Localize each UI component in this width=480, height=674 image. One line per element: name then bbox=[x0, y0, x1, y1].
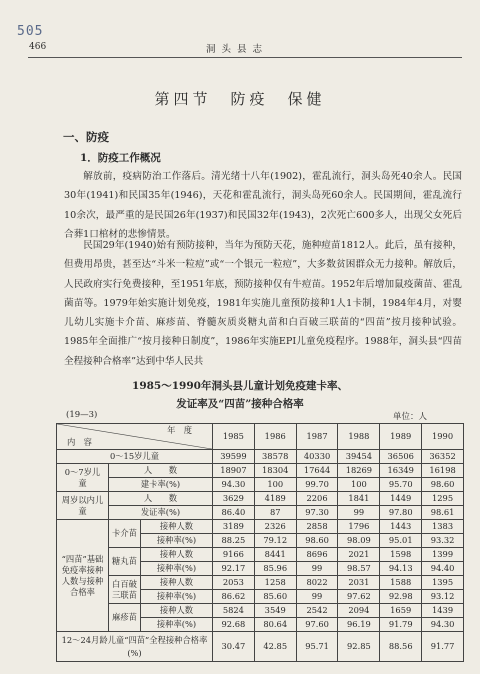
row-label: 接种人数 bbox=[141, 604, 213, 618]
table-cell: 100 bbox=[254, 478, 296, 492]
table-cell: 1383 bbox=[422, 520, 464, 534]
row-label: 0～15岁儿童 bbox=[57, 450, 213, 464]
row-label: 接种人数 bbox=[141, 520, 213, 534]
table-cell: 98.60 bbox=[296, 534, 338, 548]
row-label: 接种人数 bbox=[141, 548, 213, 562]
table-cell: 92.17 bbox=[213, 562, 255, 576]
table-title: 1985～1990年洞头县儿童计划免疫建卡率、 bbox=[132, 380, 348, 392]
row-label: 接种人数 bbox=[141, 576, 213, 590]
table-cell: 98.60 bbox=[422, 478, 464, 492]
header-year-label: 年 度 bbox=[167, 425, 192, 435]
table-cell: 30.47 bbox=[213, 632, 255, 662]
year-header: 1985 bbox=[213, 424, 255, 450]
table-cell: 1841 bbox=[338, 492, 380, 506]
table-cell: 98.61 bbox=[422, 506, 464, 520]
vaccination-table bbox=[56, 423, 464, 662]
table-cell: 85.60 bbox=[254, 590, 296, 604]
table-cell: 94.30 bbox=[213, 478, 255, 492]
table-header-row bbox=[57, 424, 464, 450]
table-cell: 42.85 bbox=[254, 632, 296, 662]
table-title: 发证率及“四苗”接种合格率 bbox=[176, 398, 304, 410]
table-cell: 1598 bbox=[380, 548, 422, 562]
table-cell: 96.19 bbox=[338, 618, 380, 632]
table-cell: 87 bbox=[254, 506, 296, 520]
table-cell: 2858 bbox=[296, 520, 338, 534]
table-cell: 3189 bbox=[213, 520, 255, 534]
section-title: 第四节 防疫 保健 bbox=[154, 90, 326, 108]
header-content-label: 内 容 bbox=[67, 437, 92, 447]
table-cell: 79.12 bbox=[254, 534, 296, 548]
heading-level2: 1．防疫工作概况 bbox=[80, 152, 161, 164]
table-row bbox=[57, 520, 464, 534]
heading-level1: 一、防疫 bbox=[63, 130, 109, 144]
row-label: 接种率(%) bbox=[141, 618, 213, 632]
row-label: 人 数 bbox=[109, 464, 213, 478]
year-header: 1987 bbox=[296, 424, 338, 450]
year-header: 1990 bbox=[422, 424, 464, 450]
row-label: 建卡率(%) bbox=[109, 478, 213, 492]
table-cell: 1443 bbox=[380, 520, 422, 534]
table-cell: 1399 bbox=[422, 548, 464, 562]
table-cell: 16198 bbox=[422, 464, 464, 478]
table-row bbox=[57, 492, 464, 506]
table-row bbox=[57, 464, 464, 478]
table-cell: 38578 bbox=[254, 450, 296, 464]
table-cell: 1395 bbox=[422, 576, 464, 590]
table-cell: 95.01 bbox=[380, 534, 422, 548]
running-head: 洞头县志 bbox=[206, 44, 269, 55]
table-cell: 16349 bbox=[380, 464, 422, 478]
table-cell: 98.09 bbox=[338, 534, 380, 548]
table-cell: 1659 bbox=[380, 604, 422, 618]
paragraph: 解放前，疫病防治工作落后。清光绪十八年(1902)，霍乱流行，洞头岛死40余人。民国30年(1941)和民国35年(1946)，天花和霍乱流行，洞头岛死60余人。民国期间，霍乱流行10余次，最严重的是民国26年(1937)和民国32年(1943)，2次死亡600多人，出现父女死后合葬1口棺材的悲惨情景。 bbox=[64, 171, 462, 240]
table-cell: 40330 bbox=[296, 450, 338, 464]
table-cell: 88.56 bbox=[380, 632, 422, 662]
year-header: 1988 bbox=[338, 424, 380, 450]
table-cell: 2094 bbox=[338, 604, 380, 618]
vaccine-name: 卡介苗 bbox=[109, 520, 141, 548]
table-cell: 1796 bbox=[338, 520, 380, 534]
four-vaccine-group-label: “四苗”基础免疫率接种人数与接种合格率 bbox=[57, 520, 109, 632]
table-cell: 1439 bbox=[422, 604, 464, 618]
table-cell: 94.40 bbox=[422, 562, 464, 576]
table-cell: 98.57 bbox=[338, 562, 380, 576]
table-cell: 39599 bbox=[213, 450, 255, 464]
table-cell: 86.62 bbox=[213, 590, 255, 604]
table-cell: 1449 bbox=[380, 492, 422, 506]
table-cell: 95.70 bbox=[380, 478, 422, 492]
table-cell: 2031 bbox=[338, 576, 380, 590]
row-label: 接种率(%) bbox=[141, 562, 213, 576]
table-cell: 100 bbox=[338, 478, 380, 492]
row-label: 接种率(%) bbox=[141, 534, 213, 548]
table-cell: 91.77 bbox=[422, 632, 464, 662]
table-cell: 94.13 bbox=[380, 562, 422, 576]
table-cell: 39454 bbox=[338, 450, 380, 464]
paragraph: 民国29年(1940)始有预防接种，当年为预防天花，施种痘苗1812人。此后，虽有接种，但费用昂贵，甚至达“斗米一粒痘”或“一个银元一粒痘”，大多数贫困群众无力接种。解放后，人民政府实行免费接种，至1951年底，预防接种仅有牛痘苗。1952年后增加鼠疫菌苗、霍乱菌苗等。1979年始实施计划免疫，1981年实施儿童预防接种1人1卡制，1984年4月，对婴儿幼儿实施卡介苗、麻疹苗、脊髓灰质炎糖丸苗和白百破三联苗的“四苗”按月接种试验。1985年全面推广“按月接种日制度”，1986年实施EPI儿童免疫程序。1988年，洞头县“四苗全程接种合格率”达到中华人民共 bbox=[64, 240, 462, 367]
vaccine-name: 糖丸苗 bbox=[109, 548, 141, 576]
table-row bbox=[57, 576, 464, 590]
page-number: 466 bbox=[29, 42, 47, 52]
table-cell: 97.60 bbox=[296, 618, 338, 632]
table-number: (19—3) bbox=[66, 410, 98, 420]
table-row bbox=[57, 548, 464, 562]
row-label: 12～24月龄儿童“四苗”全程接种合格率(%) bbox=[57, 632, 213, 662]
table-cell: 2053 bbox=[213, 576, 255, 590]
table-cell: 18304 bbox=[254, 464, 296, 478]
table-cell: 4189 bbox=[254, 492, 296, 506]
vaccine-name: 白百破三联苗 bbox=[109, 576, 141, 604]
year-header: 1986 bbox=[254, 424, 296, 450]
diagonal-header-cell bbox=[57, 424, 213, 450]
table-cell: 88.25 bbox=[213, 534, 255, 548]
table-cell: 2326 bbox=[254, 520, 296, 534]
table-cell: 3629 bbox=[213, 492, 255, 506]
table-cell: 1588 bbox=[380, 576, 422, 590]
table-row bbox=[57, 450, 464, 464]
table-cell: 86.40 bbox=[213, 506, 255, 520]
table-cell: 5824 bbox=[213, 604, 255, 618]
table-cell: 8022 bbox=[296, 576, 338, 590]
table-cell: 2021 bbox=[338, 548, 380, 562]
table-row bbox=[57, 632, 464, 662]
table-cell: 1258 bbox=[254, 576, 296, 590]
table-cell: 80.64 bbox=[254, 618, 296, 632]
table-cell: 97.30 bbox=[296, 506, 338, 520]
table-cell: 92.68 bbox=[213, 618, 255, 632]
table-cell: 8441 bbox=[254, 548, 296, 562]
table-cell: 97.80 bbox=[380, 506, 422, 520]
table-cell: 9166 bbox=[213, 548, 255, 562]
table-cell: 1295 bbox=[422, 492, 464, 506]
table-cell: 2542 bbox=[296, 604, 338, 618]
header-rule bbox=[28, 57, 462, 58]
table-cell: 3549 bbox=[254, 604, 296, 618]
row-label: 人 数 bbox=[109, 492, 213, 506]
vaccine-name: 麻疹苗 bbox=[109, 604, 141, 632]
group-label: 周岁以内儿 童 bbox=[57, 492, 109, 520]
table-row bbox=[57, 506, 464, 520]
table-cell: 36352 bbox=[422, 450, 464, 464]
table-cell: 85.96 bbox=[254, 562, 296, 576]
table-cell: 18907 bbox=[213, 464, 255, 478]
table-cell: 97.62 bbox=[338, 590, 380, 604]
table-cell: 93.12 bbox=[422, 590, 464, 604]
handwritten-number: 505 bbox=[17, 24, 44, 39]
group-label: 0～7岁儿 童 bbox=[57, 464, 109, 492]
table-row bbox=[57, 604, 464, 618]
table-cell: 93.32 bbox=[422, 534, 464, 548]
table-cell: 99 bbox=[296, 590, 338, 604]
table-cell: 99.70 bbox=[296, 478, 338, 492]
table-cell: 2206 bbox=[296, 492, 338, 506]
table-cell: 99 bbox=[338, 506, 380, 520]
row-label: 发证率(%) bbox=[109, 506, 213, 520]
year-header: 1989 bbox=[380, 424, 422, 450]
table-cell: 8696 bbox=[296, 548, 338, 562]
table-cell: 94.30 bbox=[422, 618, 464, 632]
table-cell: 17644 bbox=[296, 464, 338, 478]
row-label: 接种率(%) bbox=[141, 590, 213, 604]
table-cell: 92.85 bbox=[338, 632, 380, 662]
table-cell: 99 bbox=[296, 562, 338, 576]
table-cell: 18269 bbox=[338, 464, 380, 478]
table-cell: 92.98 bbox=[380, 590, 422, 604]
table-row bbox=[57, 478, 464, 492]
table-cell: 95.71 bbox=[296, 632, 338, 662]
table-unit: 单位：人 bbox=[393, 412, 428, 422]
table-cell: 36506 bbox=[380, 450, 422, 464]
table-cell: 91.79 bbox=[380, 618, 422, 632]
